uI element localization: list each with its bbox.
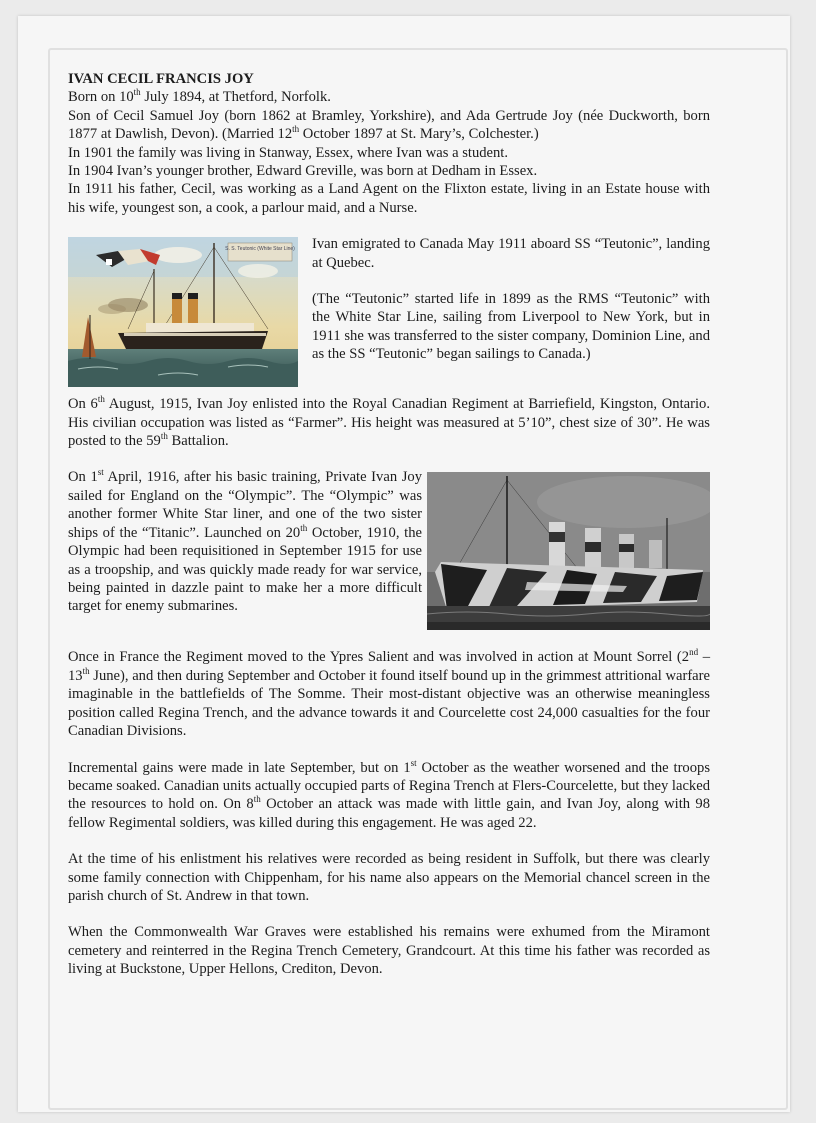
postcard-caption: S. S. Teutonic (White Star Line) — [225, 246, 295, 253]
emigration-paragraph: Ivan emigrated to Canada May 1911 aboard SS “Teutonic”, landing at Quebec. — [312, 236, 710, 271]
page-title: IVAN CECIL FRANCIS JOY — [68, 71, 254, 87]
enlistment-paragraph: On 6th August, 1915, Ivan Joy enlisted into the Royal Canadian Regiment at Barriefield, Kingston, Ontario. His civilian occupation was listed as “Farmer”. His height was measured at 5’10”, chest size of 30”. He was posted to the 59th Battalion. — [68, 394, 710, 450]
teutonic-postcard-illustration — [68, 237, 298, 387]
olympic-text — [68, 468, 422, 630]
brother-paragraph: In 1904 Ivan’s younger brother, Edward Greville, was born at Dedham in Essex. — [68, 163, 538, 180]
relatives-paragraph: At the time of his enlistment his relatives were recorded as being resident in Suffolk, but there was clearly some family connection with Chippenham, for his name also appears on the Memorial chancel screen in the parish church of St. Andrew in that town. — [68, 851, 710, 904]
census-1911-paragraph: In 1911 his father, Cecil, was working as a Land Agent on the Flixton estate, living in an Estate house with his wife, youngest son, a cook, a parlour maid, and a Nurse. — [68, 181, 710, 216]
teutonic-text — [312, 235, 710, 387]
parents-paragraph: Son of Cecil Samuel Joy (born 1862 at Bramley, Yorkshire), and Ada Gertrude Joy (née Duckworth, born 1877 at Dawlish, Devon). (Married 12th October 1897 at St. Mary’s, Colchester.) — [68, 107, 710, 143]
graves-paragraph: When the Commonwealth War Graves were established his remains were exhumed from the Miramont cemetery and reinterred in the Regina Trench Cemetery, Grandcourt. At this time his father was recorded as living at Buckstone, Upper Hellons, Crediton, Devon. — [68, 924, 710, 978]
regina-paragraph: Incremental gains were made in late September, but on 1st October as the weather worsened and the troops became soaked. Canadian units actually occupied parts of Regina Trench at Flers-Courcelette, but they lacked the resources to hold on. On 8th October an attack was made with little gain, and Ivan Joy, along with 98 fellow Regimental soldiers, was killed during this engagement. He was aged 22. — [68, 757, 711, 831]
census-1901-paragraph: In 1901 the family was living in Stanway, Essex, where Ivan was a student. — [68, 144, 509, 161]
teutonic-postcard-image — [68, 237, 298, 387]
france-paragraph: Once in France the Regiment moved to the Ypres Salient and was involved in action at Mount Sorrel (2nd – 13th June), and then during September and October it found itself bound up in the grimmest attritional warfare imaginable in the battlefields of The Somme. Their most-distant objective was an otherwise meaningless position called Regina Trench, and the advance towards it and Courcelette cost 24,000 casualties for the four Canadian Divisions. — [68, 647, 710, 740]
biography-text — [68, 70, 710, 979]
birth-paragraph: Born on 10th July 1894, at Thetford, Norfolk. — [68, 87, 331, 106]
teutonic-section — [68, 235, 710, 387]
teutonic-note-paragraph: (The “Teutonic” started life in 1899 as the RMS “Teutonic” with the White Star Line, sailing from Liverpool to New York, but in 1911 she was transferred to the sister company, Dominion Line, and as the SS “Teutonic” began sailings to Canada.) — [312, 291, 710, 363]
olympic-dazzle-photo — [427, 472, 710, 630]
olympic-dazzle-illustration — [427, 472, 710, 630]
olympic-section — [68, 468, 710, 630]
olympic-paragraph: On 1st April, 1916, after his basic training, Private Ivan Joy sailed for England on the “Olympic”. The “Olympic” was another former White Star liner, and one of the two sister ships of the “Titanic”. Launched on 20th October, 1910, the Olympic had been requisitioned in September 1915 for use as a troopship, and was quickly made ready for war service, being painted in dazzle paint to make her a more difficult target for enemy submarines. — [68, 467, 422, 615]
